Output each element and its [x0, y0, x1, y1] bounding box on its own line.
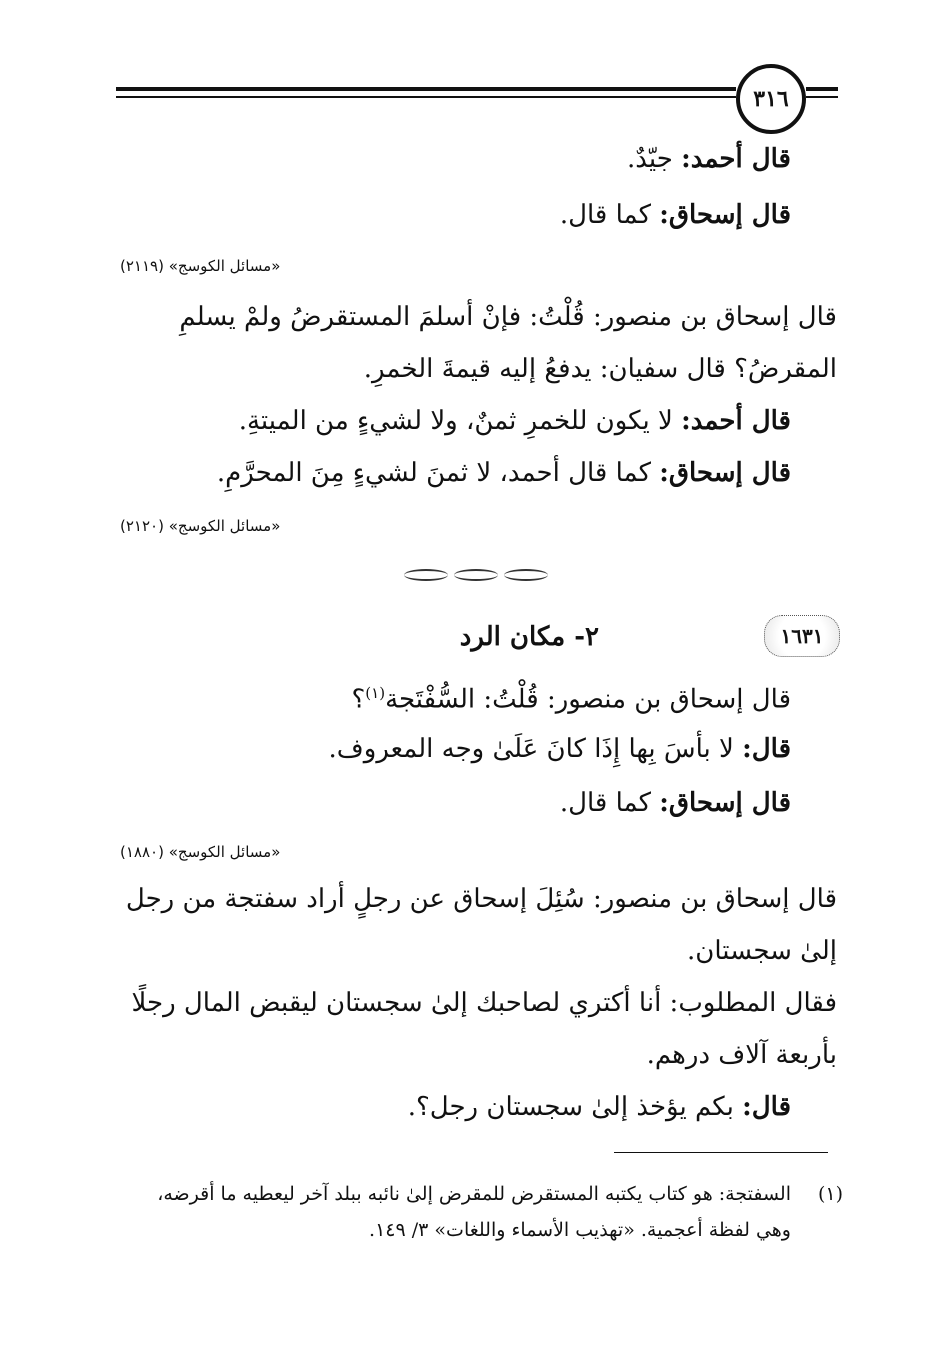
speaker-label: قال: [742, 1092, 791, 1122]
footnote-rule [614, 1152, 828, 1153]
source-citation-1: «مسائل الكوسج» (٢١١٩) [120, 257, 281, 275]
ornament-divider [398, 568, 554, 582]
ornament-loop [454, 569, 498, 581]
footnote-number: (١) [817, 1183, 843, 1205]
source-citation-2: «مسائل الكوسج» (٢١٢٠) [120, 517, 281, 535]
ornament-loop [504, 569, 548, 581]
header-rule-right-thin [806, 96, 838, 98]
footnote-line-2: وهي لفظة أعجمية. «تهذيب الأسماء واللغات» ٣/ ١٤٩. [369, 1219, 791, 1241]
question-mark: ؟ [351, 684, 366, 715]
line-ahmad-1 [627, 142, 791, 176]
line-ahmad-2 [239, 404, 791, 438]
paragraph-1-line-2: المقرضُ؟ قال سفيان: يدفعُ إليه قيمةَ الخمرِ. [363, 354, 837, 384]
line-text: لا يكون للخمرِ ثمنٌ، ولا لشيءٍ من الميتةِ. [238, 406, 682, 436]
line-ishaq-2 [217, 456, 791, 490]
answer-line-1 [329, 732, 791, 766]
speaker-label: قال إسحاق: [659, 458, 791, 488]
header-rule-left-thin [116, 96, 736, 98]
header-rule-right [806, 87, 838, 91]
line-text: كما قال. [559, 788, 660, 818]
line-text: جيّدٌ. [627, 144, 682, 174]
line-text: كما قال أحمد، لا ثمنَ لشيءٍ مِنَ المحرَّمِ. [216, 458, 660, 488]
ornament-loop [404, 569, 448, 581]
line-ishaq-1 [560, 198, 791, 232]
line-text: لا بأسَ بِها إِذَا كانَ عَلَىٰ وجه المعروف. [328, 734, 743, 764]
speaker-label: قال أحمد: [681, 144, 791, 174]
question-text: قال إسحاق بن منصور: قُلْتُ: السُّفْتَجة [385, 684, 791, 715]
section-number-badge: ١٦٣١ [764, 615, 840, 657]
paragraph-1-line-1: قال إسحاق بن منصور: قُلْتُ: فإنْ أسلمَ المستقرضُ ولمْ يسلمِ [179, 302, 837, 332]
speaker-label: قال إسحاق: [659, 788, 791, 818]
source-citation-3: «مسائل الكوسج» (١٨٨٠) [120, 843, 281, 861]
speaker-label: قال إسحاق: [659, 200, 791, 230]
speaker-label: قال أحمد: [681, 406, 791, 436]
answer-line-2 [560, 786, 791, 820]
paragraph-2-line-1: قال إسحاق بن منصور: سُئِلَ إسحاق عن رجلٍ أراد سفتجة من رجل [125, 884, 837, 914]
page-number: ٣١٦ [736, 64, 806, 134]
header-rule-left [116, 87, 736, 91]
question-line [351, 676, 791, 717]
paragraph-2-line-2: إلىٰ سجستان. [687, 936, 837, 966]
line-text: كما قال. [559, 200, 660, 230]
footnote-ref: (١) [365, 684, 386, 702]
paragraph-3-line-2: بأربعة آلاف درهم. [646, 1040, 837, 1070]
answer-line-3 [408, 1090, 791, 1124]
footnote-line-1: السفتجة: هو كتاب يكتبه المستقرض للمقرض إلىٰ نائبه ببلد آخر ليعطيه ما أقرضه، [157, 1183, 791, 1205]
paragraph-3-line-1: فقال المطلوب: أنا أكتري لصاحبك إلىٰ سجستان ليقبض المال رجلًا [131, 988, 837, 1018]
section-heading: ٢- مكان الرد [459, 622, 599, 652]
speaker-label: قال: [742, 734, 791, 764]
line-text: بكم يؤخذ إلىٰ سجستان رجل؟. [407, 1092, 743, 1122]
